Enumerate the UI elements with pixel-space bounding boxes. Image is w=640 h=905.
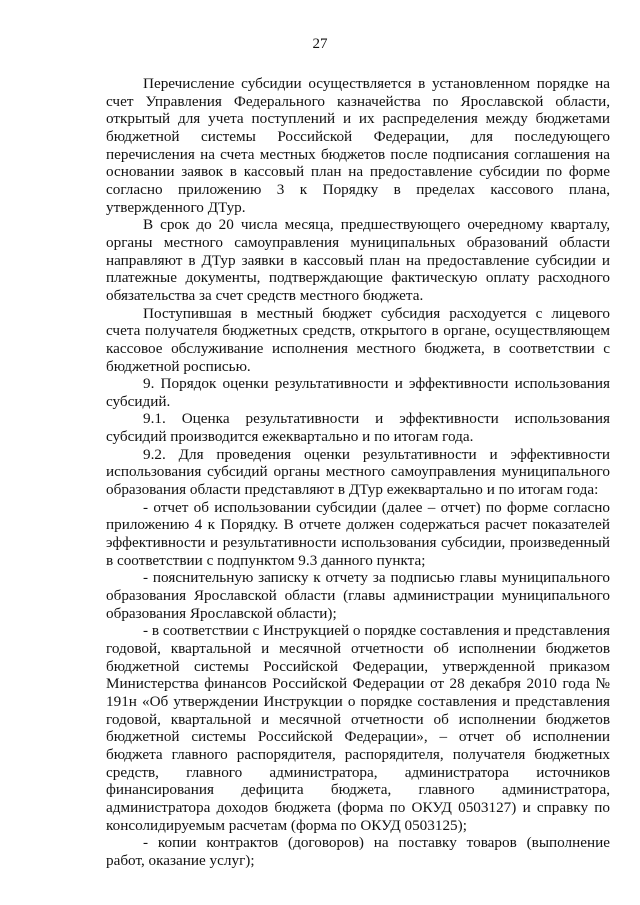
list-item-report: - отчет об использовании субсидии (далее – отчет) по форме согласно приложению 4 к Порядку. В отчете должен содержаться расчет показателей эффективности и результативности использования субсидии, произведенный в соответствии с подпунктом 9.3 данного пункта;: [106, 498, 610, 569]
paragraph-application-deadline: В срок до 20 числа месяца, предшествующего очередному кварталу, органы местного самоуправления муниципальных образований области направляют в ДТур заявки в кассовый план на предоставление субсидии и платежные документы, подтверждающие фактическую оплату расходного обязательства за счет средств местного бюджета.: [106, 216, 610, 304]
paragraph-subsidy-transfer: Перечисление субсидии осуществляется в установленном порядке на счет Управления Федерального казначейства по Ярославской области, открытый для учета поступлений и их распределения между бюджетами бюджетной системы Российской Федерации, для последующего перечисления на счета местных бюджетов после подписания соглашения на основании заявок в кассовый план на предоставление субсидии по форме согласно приложению 3 к Порядку в пределах кассового плана, утвержденного ДТур.: [106, 75, 610, 216]
section-heading-evaluation: 9. Порядок оценки результативности и эффективности использования субсидий.: [106, 375, 610, 410]
list-item-budget-execution-report: - в соответствии с Инструкцией о порядке составления и представления годовой, квартальной и месячной отчетности об исполнении бюджетов бюджетной системы Российской Федерации, утвержденной приказом Министерства финансов Российской Федерации от 28 декабря 2010 года № 191н «Об утверждении Инструкции о порядке составления и представления годовой, квартальной и месячной отчетности об исполнении бюджетов бюджетной системы Российской Федерации», – отчет об исполнении бюджета главного распорядителя, распорядителя, получателя бюджетных средств, главного администратора, администратора источников финансирования дефицита бюджета, главного администратора, администратора доходов бюджета (форма по ОКУД 0503127) и справку по консолидируемым расчетам (форма по ОКУД 0503125);: [106, 622, 610, 834]
paragraph-9-1: 9.1. Оценка результативности и эффективности использования субсидий производится ежеквартально и по итогам года.: [106, 410, 610, 446]
page-number: 27: [312, 36, 328, 52]
paragraph-subsidy-spending: Поступившая в местный бюджет субсидия расходуется с лицевого счета получателя бюджетных средств, открытого в органе, осуществляющем кассовое обслуживание исполнения местного бюджета, в соответствии с бюджетной росписью.: [106, 304, 610, 375]
list-item-explanatory-note: - пояснительную записку к отчету за подписью главы муниципального образования Ярославской области (главы администрации муниципального образования Ярославской области);: [106, 569, 610, 622]
paragraph-9-2: 9.2. Для проведения оценки результативности и эффективности использования субсидий органы местного самоуправления муниципального образования области представляют в ДТур ежеквартально и по итогам года:: [106, 445, 610, 499]
document-body: [106, 75, 610, 870]
list-item-contract-copies: - копии контрактов (договоров) на поставку товаров (выполнение работ, оказание услуг);: [106, 834, 610, 869]
